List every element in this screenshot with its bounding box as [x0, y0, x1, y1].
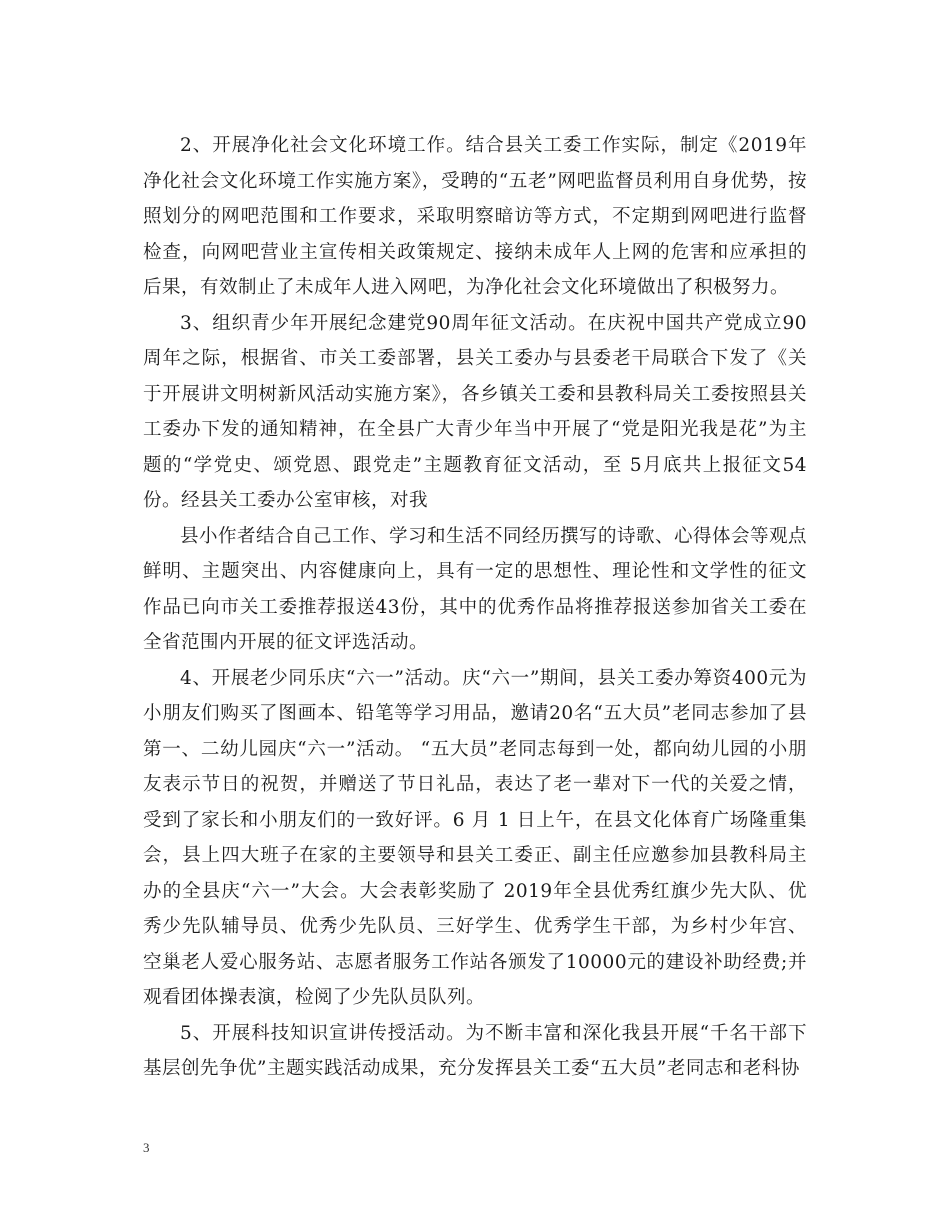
- paragraph-childrens-day: 4、开展老少同乐庆“六一”活动。庆“六一”期间，县关工委办筹资400元为小朋友们购买了图画本、铅笔等学习用品，邀请20名“五大员”老同志参加了县第一、二幼儿园庆“六一”活动。 “五大员”老同志每到一处，都向幼儿园的小朋友表示节日的祝贺，并赠送了节日礼品，表达了老一辈对下一代的关爱之情，受到了家长和小朋友们的一致好评。6 月 1 日上午，在县文化体育广场隆重集会，县上四大班子在家的主要领导和县关工委正、副主任应邀参加县教科局主办的全县庆“六一”大会。大会表彰奖励了 2019年全县优秀红旗少先大队、优秀少先队辅导员、优秀少先队员、三好学生、优秀学生干部，为乡村少年宫、空巢老人爱心服务站、志愿者服务工作站各颁发了10000元的建设补助经费;并观看团体操表演，检阅了少先队员队列。: [143, 667, 807, 1008]
- paragraph-purify-environment: 2、开展净化社会文化环境工作。结合县关工委工作实际，制定《2019年净化社会文化环境工作实施方案》，受聘的“五老”网吧监督员利用自身优势，按照划分的网吧范围和工作要求，采取明察暗访等方式，不定期到网吧进行监督检查，向网吧营业主宣传相关政策规定、接纳未成年人上网的危害和应承担的后果，有效制止了未成年人进入网吧，为净化社会文化环境做出了积极努力。: [143, 135, 807, 298]
- page-number: 3: [143, 1140, 150, 1155]
- paragraph-science-outreach: 5、开展科技知识宣讲传授活动。为不断丰富和深化我县开展“千名干部下基层创先争优”主题实践活动成果，充分发挥县关工委“五大员”老同志和老科协: [143, 1022, 807, 1079]
- paragraph-essay-results: 县小作者结合自己工作、学习和生活不同经历撰写的诗歌、心得体会等观点鲜明、主题突出、内容健康向上，具有一定的思想性、理论性和文学性的征文作品已向市关工委推荐报送43份，其中的优秀作品将推荐报送参加省关工委在全省范围内开展的征文评选活动。: [143, 525, 808, 653]
- document-body: [143, 128, 807, 1087]
- paragraph-essay-activity: 3、组织青少年开展纪念建党90周年征文活动。在庆祝中国共产党成立90周年之际，根据省、市关工委部署，县关工委办与县委老干局联合下发了《关于开展讲文明树新风活动实施方案》，各乡镇关工委和县教科局关工委按照县关工委办下发的通知精神，在全县广大青少年当中开展了“党是阳光我是花”为主题的“学党史、颂党恩、跟党走”主题教育征文活动，至 5月底共上报征文54份。经县关工委办公室审核，对我: [143, 312, 807, 511]
